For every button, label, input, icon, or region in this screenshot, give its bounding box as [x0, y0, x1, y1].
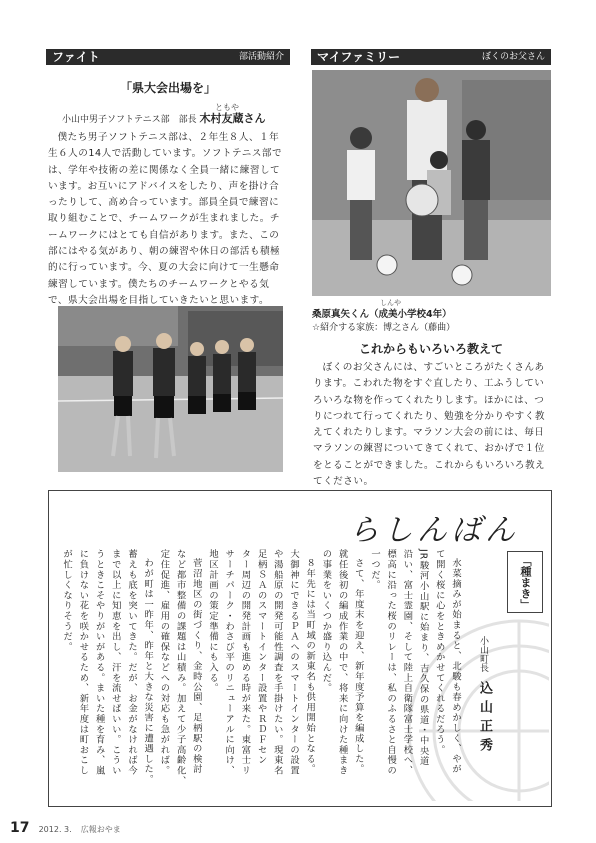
- column-line: 就任後初の編成作業の中で、将来に向けた種まき: [336, 549, 348, 776]
- tennis-team-photo: [58, 306, 283, 472]
- column-line: の事業をいくつか盛り込んだ。: [320, 549, 332, 694]
- column-line: 定住促進、雇用の確保などへの対応も急がれば。: [158, 549, 170, 776]
- family-photo: [312, 70, 551, 296]
- family-section-header: [311, 49, 551, 65]
- column-line: ター周辺の開発計画も進める時が来た。東富士リ: [239, 549, 251, 776]
- column-line: て開く桜に心をときめかせてくれるだろう。: [433, 549, 445, 755]
- fight-author-name: 木村友蔵さん: [199, 112, 266, 125]
- rashinban-column-box: [48, 490, 552, 807]
- publication-name: 広報おやま: [80, 825, 121, 834]
- column-line: JR駿河小山駅に始まり、吉久保の県道・中央道: [417, 549, 429, 767]
- fight-header-subtitle: 部活動紹介: [238, 52, 284, 62]
- column-line: さて、年度末を迎え、新年度予算を編成した。: [352, 558, 364, 775]
- column-line: に負けない花を咲かせるため、新年度は町おこし: [77, 549, 89, 776]
- fight-body-text: 僕たち男子ソフトテニス部は、２年生８人、１年生６人の14人で活動しています。ソフトテニス部では、学年や技術の差に関係なく全員一緒に練習しています。お互いにアドバイスをしたり、声を掛け合ったりして、高め合っています。部員全員で練習に取り組むことで、チームワークが生まれました。チームワークにはとても自信があります。また、この部にはやる気があり、朝の練習や休日の部活も積極的に行っています。今、夏の大会に向けて一生懸命練習しています。僕たちのチームワークとやる気で、県大会出場を目指していきたいと思います。: [48, 132, 283, 306]
- column-line: 足柄ＳＡのスマートインター設置やＲＤＦセン: [255, 549, 267, 766]
- caption-name-ruby: しんや: [380, 299, 401, 307]
- column-line: 大御神にできるＰＡへのスマートインターの設置: [288, 549, 299, 776]
- family-caption-family: ☆紹介する家族：博之さん（藤曲）: [312, 323, 456, 333]
- column-line: わが町は一昨年、昨年と大きな災害に遭遇した。: [142, 558, 154, 785]
- issue-date: 2012. 3.: [38, 825, 72, 834]
- column-line: 沿い、富士霊園、そして陸上自衛隊富士学校へ、: [401, 549, 413, 776]
- family-header-subtitle: ぼくのお父さん: [481, 52, 545, 62]
- fight-article-title: 「県大会出場を」: [119, 81, 216, 95]
- fight-header-title: ファイト: [52, 50, 100, 64]
- fight-section-header: [46, 49, 290, 65]
- fight-author-line: [62, 110, 266, 126]
- rashinban-title: らしんばん: [349, 513, 519, 548]
- fight-author-role: 小山中男子ソフトテニス部 部長: [62, 115, 197, 125]
- column-line: 水菜摘みが始まると、北駿も春めかしく、やが: [450, 558, 461, 775]
- family-caption-name: 桑原真矢くん（成美小学校4年）: [312, 309, 452, 320]
- family-header-title: マイファミリー: [317, 50, 401, 64]
- column-line: 蓄えも底を突いてきた。だが、お金がなければ今: [126, 549, 137, 776]
- column-line: うときこそやりがいがある。まいた種を育み、嵐: [93, 549, 105, 776]
- column-line: や湯船原の開発可能性調査を手掛けたい。現東名: [271, 549, 283, 776]
- family-body-text: ぼくのお父さんには、すごいところがたくさんあります。こわれた物をすぐ直したり、工ふうしていろいろな物を作ってくれたりします。ほかには、つりにつれて行ってくれたり、勉強を分かりやすく教えてくれたりします。マラソン大会の前には、毎日マラソンの練習についてきてくれて、おかげで１位をとることができました。これからもいろいろ教えてください。: [313, 362, 546, 488]
- column-line: が忙しくなりそうだ。: [61, 549, 73, 652]
- column-line: まで以上に知恵を出し、汗を流せばいい。こうい: [109, 549, 121, 776]
- page-number: 17: [10, 820, 30, 836]
- column-line: 菅沼地区の街づくり、金時公園、足柄駅の検討: [190, 558, 202, 775]
- rashinban-body: [59, 549, 464, 799]
- column-line: など都市整備の課題は山積み。加えて少子高齢化、: [174, 549, 186, 786]
- column-line: 標高に沿った桜のリレーは、私のふるさと自慢の: [385, 549, 397, 776]
- rashinban-author-role: 小山町長: [478, 636, 488, 672]
- column-line: ８年先には当町域の新東名も供用開始となる。: [304, 558, 316, 775]
- column-line: 一つだ。: [369, 549, 380, 591]
- column-line: サーチパーク・わさび平のリニューアルに向け、: [223, 549, 235, 776]
- rashinban-author-name: 込山正秀: [477, 681, 492, 757]
- family-article-title: これからもいろいろ教えて: [358, 342, 503, 356]
- rashinban-subtitle: 「種まき」: [507, 551, 543, 613]
- column-line: 地区計画の策定準備にも入る。: [207, 549, 218, 694]
- page-footer: [10, 817, 121, 836]
